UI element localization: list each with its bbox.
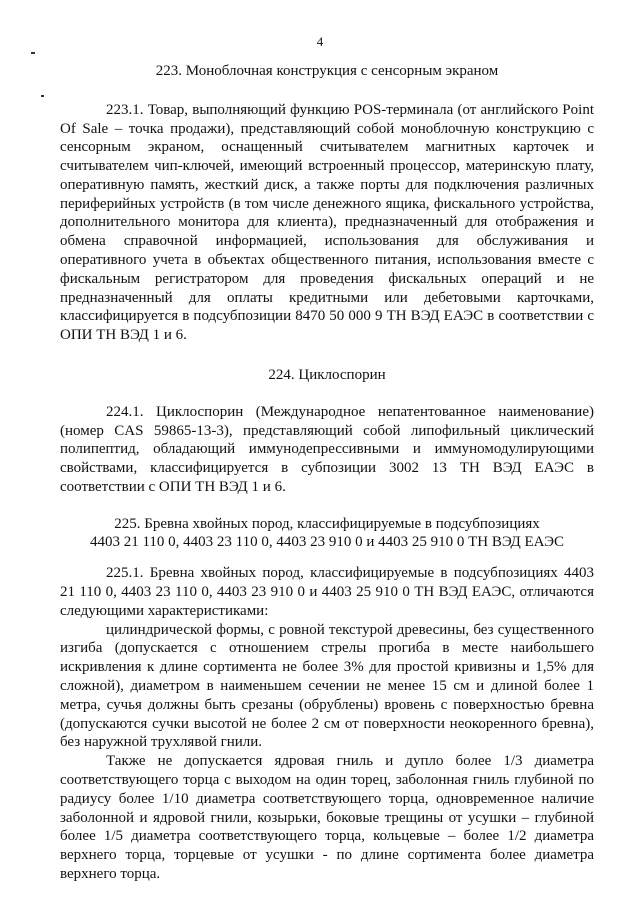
section-224-paragraph: 224.1. Циклоспорин (Международное непатентованное наименование) (номер CAS 59865-13-3), представляющий собой липофильный циклический полипептид, обладающий иммунодепрессивными и иммуномодулирующими свойствами, классифицируется в субпозиции 3002 13 ТН ВЭД ЕАЭС в соответствии с ОПИ ТН ВЭД 1 и 6. [60,403,594,495]
section-225-defects: Также не допускается ядровая гниль и дупло более 1/3 диаметра соответствующего торца с выходом на один торец, заболонная гниль глубиной по радиусу более 1/10 диаметра соответствующего торца, одновременное наличие заболонной и ядровой гнили, козырьки, боковые трещины от усушки – глубиной более 1/5 диаметра соответствующего торца, кольцевые – более 1/2 диаметра верхнего торца, торцевые от усушки - по длине сортимента более диаметра верхнего торца. [60,753,594,882]
section-225-paragraph: 225.1. Бревна хвойных пород, классифицируемые в подсубпозициях 4403 21 110 0, 4403 23 110 0, 4403 23 910 0 и 4403 25 910 0 ТН ВЭД ЕАЭС, отличаются следующими характеристиками: [60,565,594,619]
section-223-paragraph: 223.1. Товар, выполняющий функцию POS-терминала (от английского Point Of Sale – точка продажи), представляющий собой моноблочную конструкцию с сенсорным экраном, оснащенный считывателем магнитных карточек и считывателем чип-ключей, имеющий встроенный процессор, материнскую плату, оперативную память, жесткий диск, а также порты для подключения различных периферийных устройств (в том числе денежного ящика, фискального устройства, дополнительного монитора для клиента), предназначенный для отображения и обмена справочной информацией, использования для обслуживания и оперативного учета в объектах общественного питания, использования вместе с фискальным регистратором для проведения фискальных операций и не предназначенный для оплаты кредитными или дебетовыми карточками, классифицируется в подсубпозиции 8470 50 000 9 ТН ВЭД ЕАЭС в соответствии с ОПИ ТН ВЭД 1 и 6. [60,101,594,344]
section-223-heading: 223. Моноблочная конструкция с сенсорным экраном [155,63,499,79]
page-number: 4 [316,34,324,49]
scan-mark [41,95,44,97]
section-225-heading-line: 225. Бревна хвойных пород, классифицируемые в подсубпозициях [114,515,540,532]
section-224-heading: 224. Циклоспорин [268,367,386,384]
scan-mark [31,52,35,54]
document-body [60,62,594,884]
section-225-heading [60,515,594,552]
section-225-description: цилиндрической формы, с ровной текстурой древесины, без существенного изгиба (допускается с отношением стрелы прогиба в месте наибольшего искривления к длине сортимента не более 3% для простой кривизны и 1,5% для сложной), диаметром в наименьшем сечении не менее 15 см и длиной более 1 метра, сучья должны быть срезаны (обрублены) вровень с поверхностью бревна (допускаются сучки высотой не более 2 см от поверхности неокоренного бревна), без наружной трухлявой гнили. [60,621,594,751]
section-225-heading-line: 4403 21 110 0, 4403 23 110 0, 4403 23 910 0 и 4403 25 910 0 ТН ВЭД ЕАЭС [89,534,565,551]
